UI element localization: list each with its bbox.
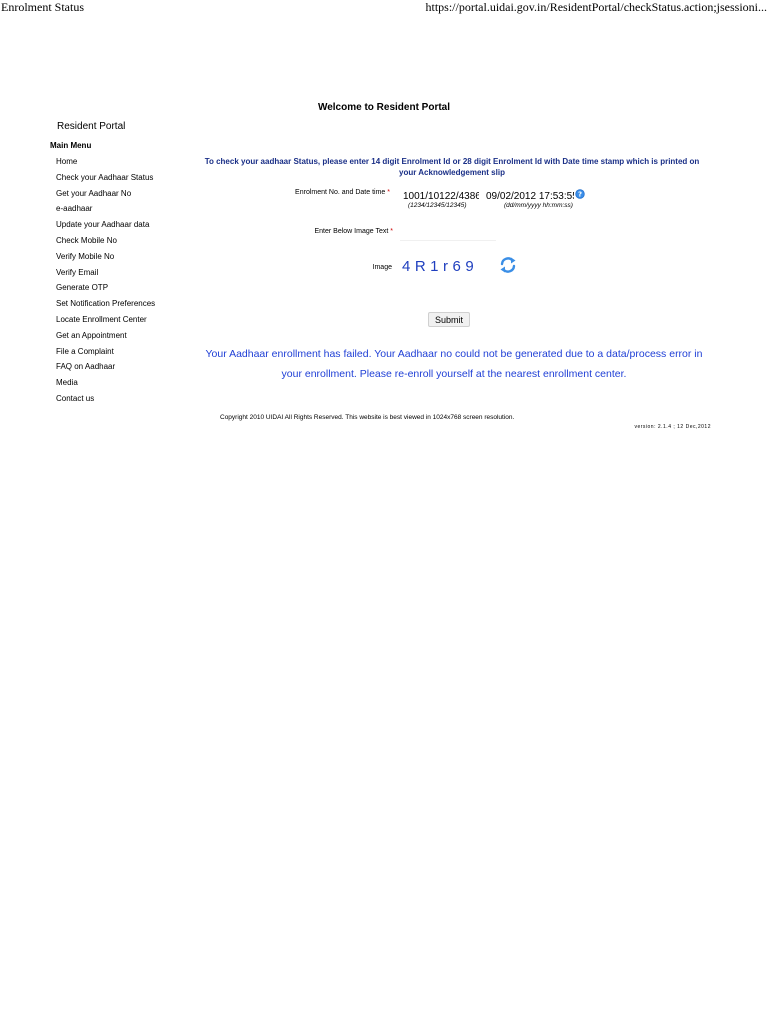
menu-item-notification-preferences[interactable]: Set Notification Preferences: [56, 299, 156, 309]
menu-item-get-aadhaar-no[interactable]: Get your Aadhaar No: [56, 188, 132, 198]
menu-item-media[interactable]: Media: [56, 378, 78, 388]
enrolment-id-input[interactable]: [403, 190, 479, 202]
menu-item-update-data[interactable]: Update your Aadhaar data: [56, 220, 150, 230]
sidebar: [50, 121, 200, 407]
menu-item-contact[interactable]: Contact us: [56, 393, 95, 403]
menu-item-check-mobile[interactable]: Check Mobile No: [56, 235, 117, 245]
menu-item-generate-otp[interactable]: Generate OTP: [56, 283, 109, 293]
datetime-hint: (dd/mm/yyyy hh:mm:ss): [504, 202, 573, 209]
captcha-label-text: Enter Below Image Text: [314, 228, 389, 235]
welcome-text: Welcome to Resident Portal: [317, 102, 451, 113]
menu-item-appointment[interactable]: Get an Appointment: [56, 330, 127, 340]
submit-button[interactable]: Submit: [428, 312, 470, 327]
refresh-icon[interactable]: [499, 256, 517, 274]
menu-item-locate-center[interactable]: Locate Enrollment Center: [56, 314, 147, 324]
required-mark: *: [390, 228, 393, 235]
main-menu: [50, 154, 200, 407]
menu-item-check-status[interactable]: Check your Aadhaar Status: [56, 172, 154, 182]
menu-item-e-aadhaar[interactable]: e-aadhaar: [56, 204, 93, 214]
print-url: https://portal.uidai.gov.in/ResidentPortal/checkStatus.action;jsessioni...: [425, 0, 767, 14]
menu-item-home[interactable]: Home: [56, 157, 78, 166]
datetime-input[interactable]: [486, 190, 574, 202]
menu-item-verify-mobile[interactable]: Verify Mobile No: [56, 251, 115, 261]
main-menu-label: Main Menu: [50, 141, 92, 150]
help-icon[interactable]: [575, 189, 585, 199]
page-title: [0, 102, 768, 113]
print-header: [0, 0, 768, 16]
menu-item-faq[interactable]: FAQ on Aadhaar: [56, 362, 116, 372]
status-message: Your Aadhaar enrollment has failed. Your Aadhaar no could not be generated due to a data/process error in your enrollment. Please re-enroll yourself at the nearest enrollment center.: [205, 348, 703, 380]
enrolment-label: [295, 189, 390, 196]
copyright: Copyright 2010 UIDAI All Rights Reserved. This website is best viewed in 1024x768 screen resolution.: [220, 414, 515, 421]
captcha-image: 4R1r69: [402, 258, 479, 275]
menu-item-verify-email[interactable]: Verify Email: [56, 267, 99, 277]
menu-item-complaint[interactable]: File a Complaint: [56, 346, 114, 356]
enrolment-hint: (1234/12345/12345): [408, 202, 467, 209]
portal-title: Resident Portal: [57, 121, 126, 132]
version-info: version: 2.1.4 ; 12 Dec,2012: [634, 424, 711, 430]
captcha-label: [315, 228, 394, 235]
svg-text:?: ?: [577, 190, 583, 199]
enrolment-label-text: Enrolment No. and Date time: [295, 189, 386, 196]
instruction-text: To check your aadhaar Status, please enter 14 digit Enrolment Id or 28 digit Enrolment Id with Date time stamp which is printed on your Acknowledgement slip: [204, 157, 700, 177]
image-label: Image: [372, 264, 392, 271]
print-title: Enrolment Status: [1, 0, 84, 14]
captcha-input[interactable]: [400, 228, 496, 241]
required-mark: *: [387, 189, 390, 196]
